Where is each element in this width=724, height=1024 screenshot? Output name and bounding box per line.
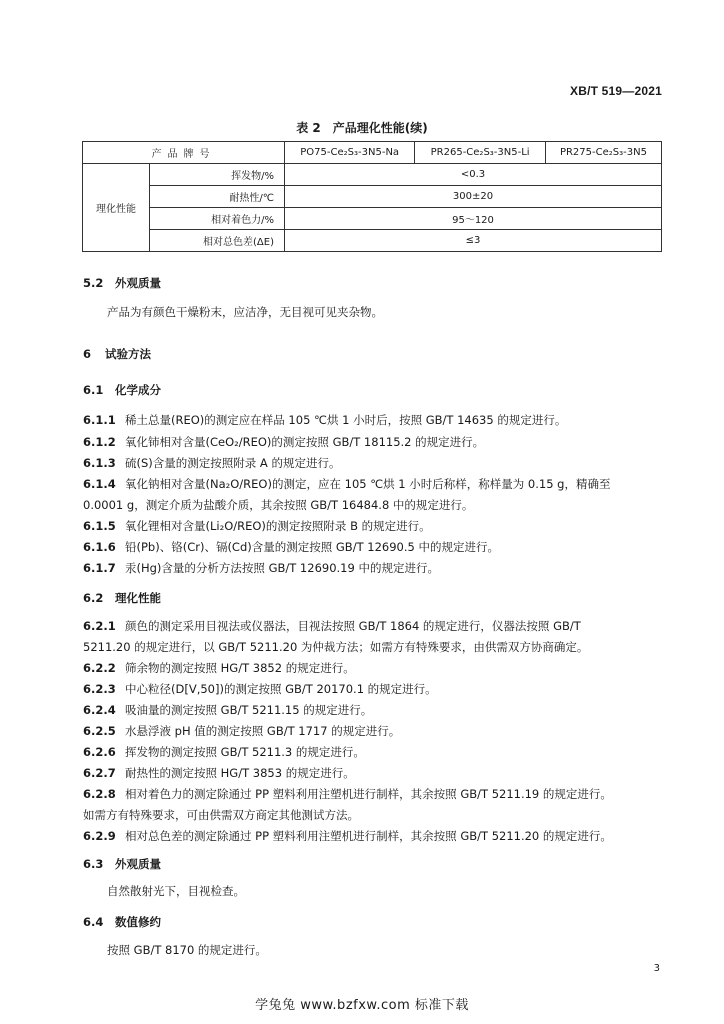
section-heading: 6.2 理化性能 [83, 591, 161, 605]
page-number: 3 [653, 963, 660, 974]
table-row [83, 208, 662, 230]
table-row [83, 230, 662, 252]
clause: 6.1.6 铅(Pb)、铬(Cr)、镉(Cd)含量的测定按照 GB/T 12690.5 中的规定进行。 [83, 540, 499, 554]
value-cell: 95～120 [285, 208, 662, 230]
brand-label-cell: 产品牌号 [83, 142, 285, 164]
brand-cell: PO75-Ce₂S₃-3N5-Na [285, 142, 415, 164]
clause-continuation: 0.0001 g，测定介质为盐酸介质，其余按照 GB/T 16484.8 中的规定进行。 [83, 498, 474, 512]
paragraph: 产品为有颜色干燥粉末，应洁净，无目视可见夹杂物。 [107, 305, 383, 319]
clause: 6.2.3 中心粒径(D[V,50])的测定按照 GB/T 20170.1 的规定进行。 [83, 682, 437, 696]
property-cell: 相对着色力/% [150, 208, 285, 230]
clause: 6.2.5 水悬浮液 pH 值的测定按照 GB/T 1717 的规定进行。 [83, 724, 401, 738]
clause: 6.1.2 氧化铈相对含量(CeO₂/REO)的测定按照 GB/T 18115.2 的规定进行。 [83, 435, 485, 449]
section-heading: 6.1 化学成分 [83, 383, 161, 397]
table-header-row [83, 142, 662, 164]
clause: 6.1.4 氧化钠相对含量(Na₂O/REO)的测定，应在 105 ℃烘 1 小时后称样，称样量为 0.15 g，精确至 [83, 477, 611, 491]
clause: 6.1.1 稀土总量(REO)的测定应在样品 105 ℃烘 1 小时后，按照 GB/T 14635 的规定进行。 [83, 413, 567, 427]
clause: 6.2.8 相对着色力的测定除通过 PP 塑料利用注塑机进行制样，其余按照 GB/T 5211.19 的规定进行。 [83, 787, 612, 801]
clause: 6.2.2 筛余物的测定按照 HG/T 3852 的规定进行。 [83, 661, 355, 675]
value-cell: ≤3 [285, 230, 662, 252]
paragraph: 按照 GB/T 8170 的规定进行。 [107, 943, 267, 957]
clause: 6.1.5 氧化锂相对含量(Li₂O/REO)的测定按照附录 B 的规定进行。 [83, 519, 431, 533]
group-label-cell: 理化性能 [83, 164, 150, 252]
section-heading: 6.3 外观质量 [83, 857, 161, 871]
table-row [83, 186, 662, 208]
table-title: 表 2 产品理化性能(续) [296, 121, 428, 135]
table-row [83, 164, 662, 186]
standard-code: XB/T 519—2021 [570, 84, 662, 98]
clause: 6.1.3 硫(S)含量的测定按照附录 A 的规定进行。 [83, 456, 341, 470]
clause-continuation: 如需方有特殊要求，可由供需双方商定其他测试方法。 [83, 808, 359, 822]
brand-cell: PR265-Ce₂S₃-3N5-Li [415, 142, 546, 164]
property-cell: 挥发物/% [150, 164, 285, 186]
section-heading: 5.2 外观质量 [83, 276, 161, 290]
section-heading: 6 试验方法 [83, 347, 151, 361]
property-cell: 耐热性/℃ [150, 186, 285, 208]
value-cell: 300±20 [285, 186, 662, 208]
clause: 6.2.4 吸油量的测定按照 GB/T 5211.15 的规定进行。 [83, 703, 373, 717]
clause: 6.2.1 颜色的测定采用目视法或仪器法，目视法按照 GB/T 1864 的规定进行，仪器法按照 GB/T [83, 619, 581, 633]
clause: 6.2.7 耐热性的测定按照 HG/T 3853 的规定进行。 [83, 766, 355, 780]
section-heading: 6.4 数值修约 [83, 915, 161, 929]
clause: 6.2.6 挥发物的测定按照 GB/T 5211.3 的规定进行。 [83, 745, 365, 759]
clause-continuation: 5211.20 的规定进行，以 GB/T 5211.20 为仲裁方法；如需方有特殊要求，由供需双方协商确定。 [83, 640, 589, 654]
value-cell: <0.3 [285, 164, 662, 186]
property-cell: 相对总色差(ΔE) [150, 230, 285, 252]
clause: 6.2.9 相对总色差的测定除通过 PP 塑料利用注塑机进行制样，其余按照 GB/T 5211.20 的规定进行。 [83, 829, 612, 843]
footer-watermark: 学兔兔 www.bzfxw.com 标准下载 [255, 998, 469, 1013]
properties-table [82, 141, 662, 252]
clause: 6.1.7 汞(Hg)含量的分析方法按照 GB/T 12690.19 中的规定进行。 [83, 561, 439, 575]
paragraph: 自然散射光下，目视检查。 [107, 884, 245, 898]
brand-cell: PR275-Ce₂S₃-3N5 [545, 142, 661, 164]
